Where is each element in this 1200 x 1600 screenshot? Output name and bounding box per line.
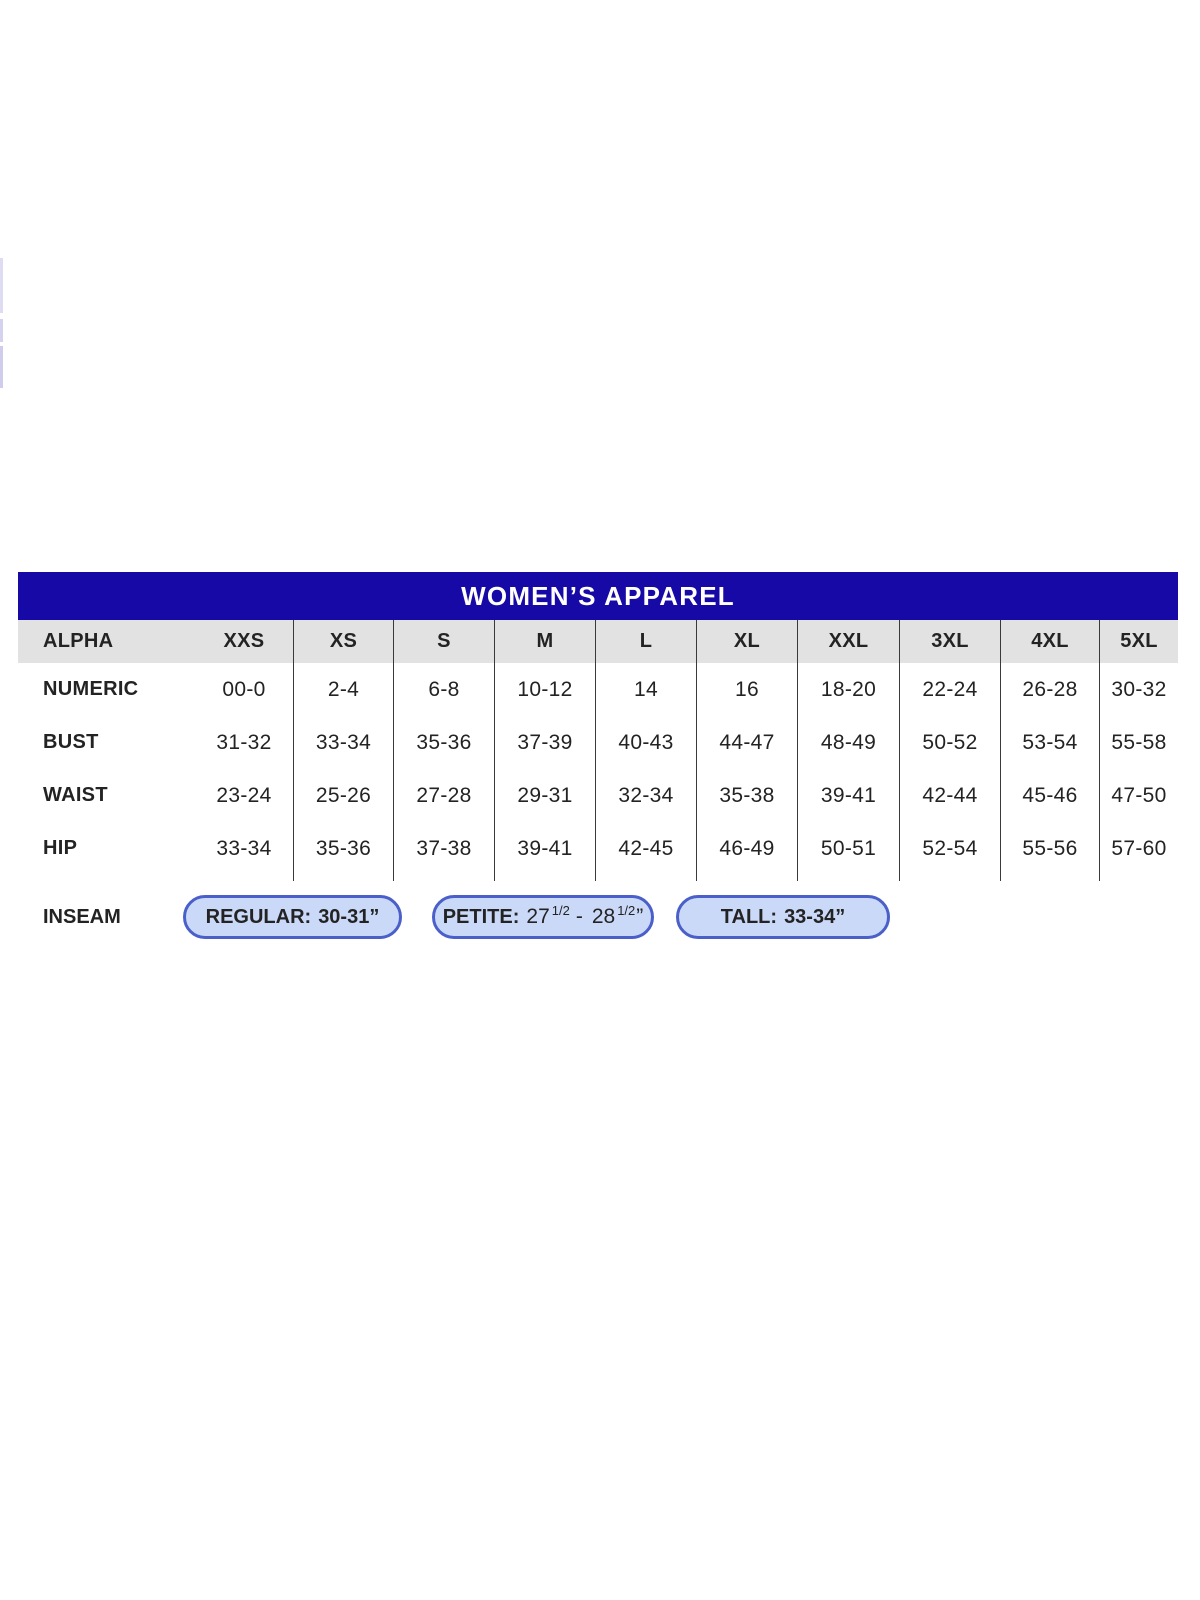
table-cell: 23-24 [216, 783, 272, 807]
table-cell: 42-45 [595, 822, 696, 875]
header-cell-l: L [595, 620, 696, 663]
table-cell: 45-46 [1000, 769, 1099, 822]
table-cell: 39-41 [797, 769, 899, 822]
table-cell: 37-38 [393, 822, 494, 875]
left-edge-artifact [0, 319, 3, 342]
left-edge-artifact [0, 258, 3, 313]
left-edge-artifact [0, 346, 3, 388]
header-cell-alpha: ALPHA [43, 630, 114, 652]
table-cell: 52-54 [899, 822, 1000, 875]
table-cell: 18-20 [797, 663, 899, 716]
fraction-half: 1/2 [551, 902, 570, 918]
table-cell: 33-34 [216, 836, 272, 860]
table-cell: 14 [595, 663, 696, 716]
table-cell: 22-24 [899, 663, 1000, 716]
table-cell: 6-8 [393, 663, 494, 716]
table-cell: 2-4 [293, 663, 393, 716]
row-label: HIP [43, 837, 78, 859]
row-label: BUST [43, 731, 99, 753]
table-row-bust [18, 716, 1178, 769]
table-cell: 10-12 [494, 663, 595, 716]
womens-apparel-size-chart [18, 572, 1178, 939]
pill-value: 33-34” [784, 905, 846, 928]
pill-prefix: PETITE: [442, 905, 520, 928]
table-cell: 37-39 [494, 716, 595, 769]
range-dash: - [575, 905, 583, 928]
table-cell: 40-43 [595, 716, 696, 769]
table-cell: 47-50 [1099, 769, 1178, 822]
table-cell: 33-34 [293, 716, 393, 769]
header-cell-5xl: 5XL [1099, 620, 1178, 663]
table-title: WOMEN’S APPAREL [461, 580, 735, 611]
table-cell: 44-47 [696, 716, 797, 769]
header-cell-xxl: XXL [797, 620, 899, 663]
table-cell: 55-58 [1099, 716, 1178, 769]
inseam-pill-regular [183, 895, 402, 939]
table-cell: 57-60 [1099, 822, 1178, 875]
pill-value: 28 [591, 905, 616, 928]
table-cell: 16 [696, 663, 797, 716]
table-cell: 46-49 [696, 822, 797, 875]
pill-prefix: TALL: [720, 905, 778, 928]
pill-value: 30-31” [318, 905, 380, 928]
table-cell: 00-0 [222, 677, 266, 701]
table-cell: 50-52 [899, 716, 1000, 769]
table-cell: 42-44 [899, 769, 1000, 822]
table-row-waist [18, 769, 1178, 822]
row-label: INSEAM [43, 905, 121, 928]
table-cell: 35-38 [696, 769, 797, 822]
table-title-bar [18, 572, 1178, 620]
header-cell-3xl: 3XL [899, 620, 1000, 663]
table-cell: 29-31 [494, 769, 595, 822]
table-cell: 30-32 [1099, 663, 1178, 716]
header-cell-xl: XL [696, 620, 797, 663]
table-row-numeric [18, 663, 1178, 716]
pill-value: 27 [526, 905, 550, 928]
table-cell: 27-28 [393, 769, 494, 822]
grid-line-tail [18, 875, 1178, 881]
table-cell: 55-56 [1000, 822, 1099, 875]
table-cell: 48-49 [797, 716, 899, 769]
table-row-hip [18, 822, 1178, 875]
table-cell: 25-26 [293, 769, 393, 822]
pill-prefix: REGULAR: [205, 905, 312, 928]
table-cell: 31-32 [216, 730, 272, 754]
table-cell: 39-41 [494, 822, 595, 875]
table-row-inseam [18, 895, 1178, 939]
header-cell-4xl: 4XL [1000, 620, 1099, 663]
table-cell: 32-34 [595, 769, 696, 822]
inseam-pill-petite [432, 895, 654, 939]
inch-mark: ” [636, 905, 644, 928]
fraction-half: 1/2 [617, 902, 636, 918]
table-cell: 26-28 [1000, 663, 1099, 716]
header-cell-s: S [393, 620, 494, 663]
table-cell: 50-51 [797, 822, 899, 875]
header-cell-xxs: XXS [223, 630, 265, 652]
table-cell: 35-36 [293, 822, 393, 875]
table-cell: 35-36 [393, 716, 494, 769]
table-header-row [18, 620, 1178, 663]
table-cell: 53-54 [1000, 716, 1099, 769]
header-cell-m: M [494, 620, 595, 663]
header-cell-xs: XS [293, 620, 393, 663]
row-label: NUMERIC [43, 678, 139, 700]
inseam-pill-tall [676, 895, 890, 939]
row-label: WAIST [43, 784, 108, 806]
